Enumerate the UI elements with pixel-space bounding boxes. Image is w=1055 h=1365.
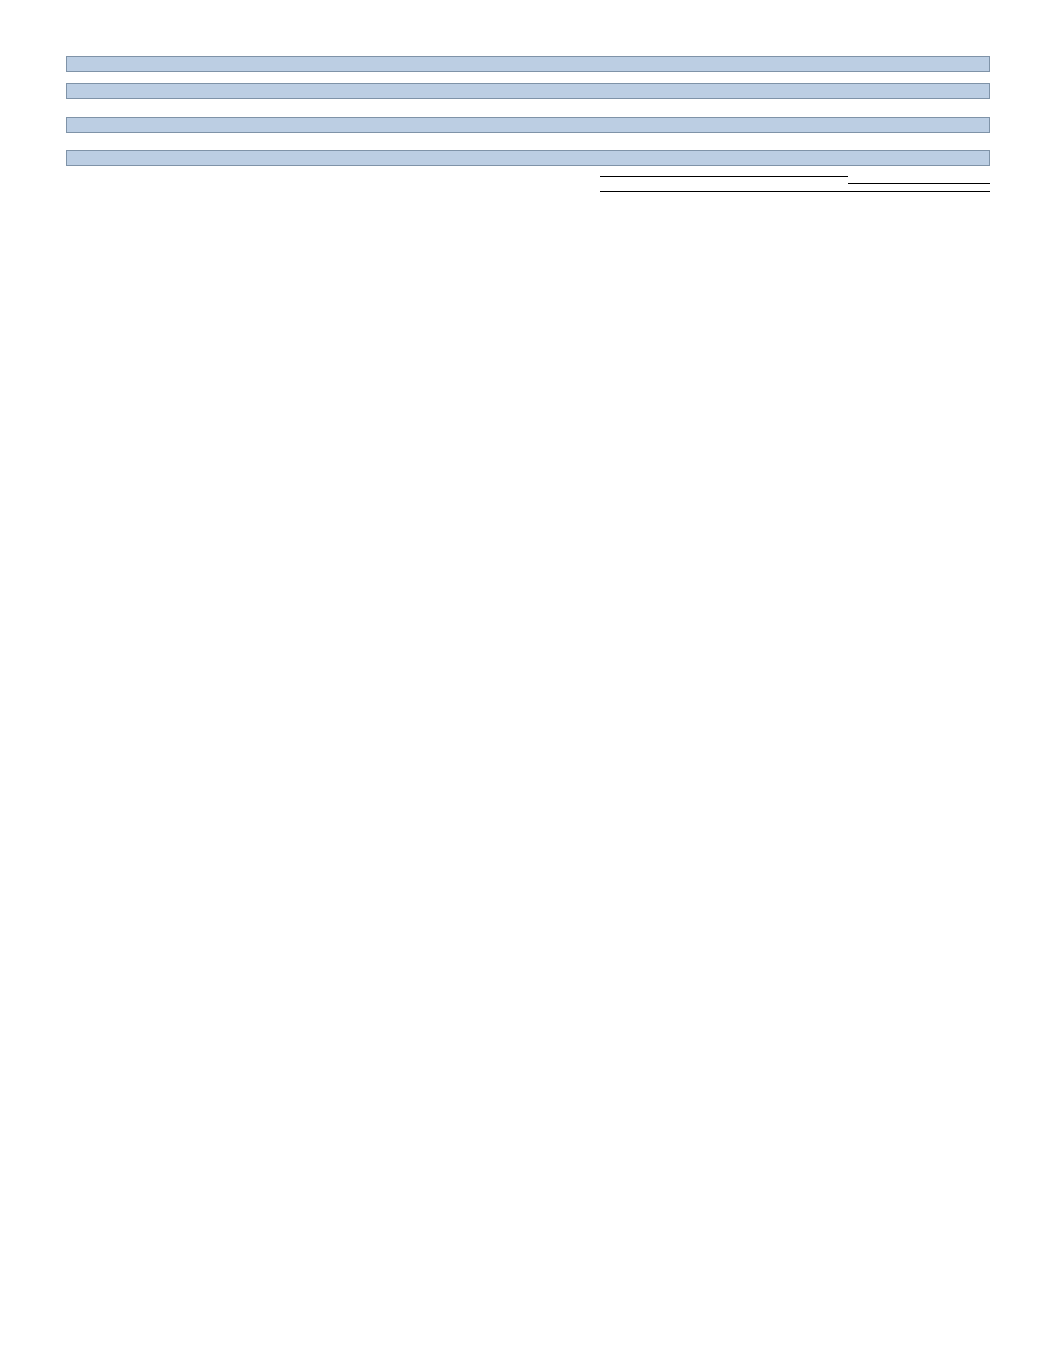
column-header-shortfall — [742, 191, 848, 192]
section-header-interest — [66, 117, 990, 133]
section-header-deposits — [66, 56, 990, 72]
pursuant-to-label — [600, 176, 848, 177]
column-header-change — [848, 191, 990, 192]
group-header-rule — [848, 169, 990, 184]
waterfall-column-headers — [0, 184, 1055, 199]
section-header-waterfall — [66, 150, 990, 166]
section-header-priority-pda — [66, 83, 990, 99]
servicer-report-page — [0, 0, 1055, 239]
waterfall-group-header-row — [0, 169, 1055, 184]
column-header-paid — [600, 191, 742, 192]
